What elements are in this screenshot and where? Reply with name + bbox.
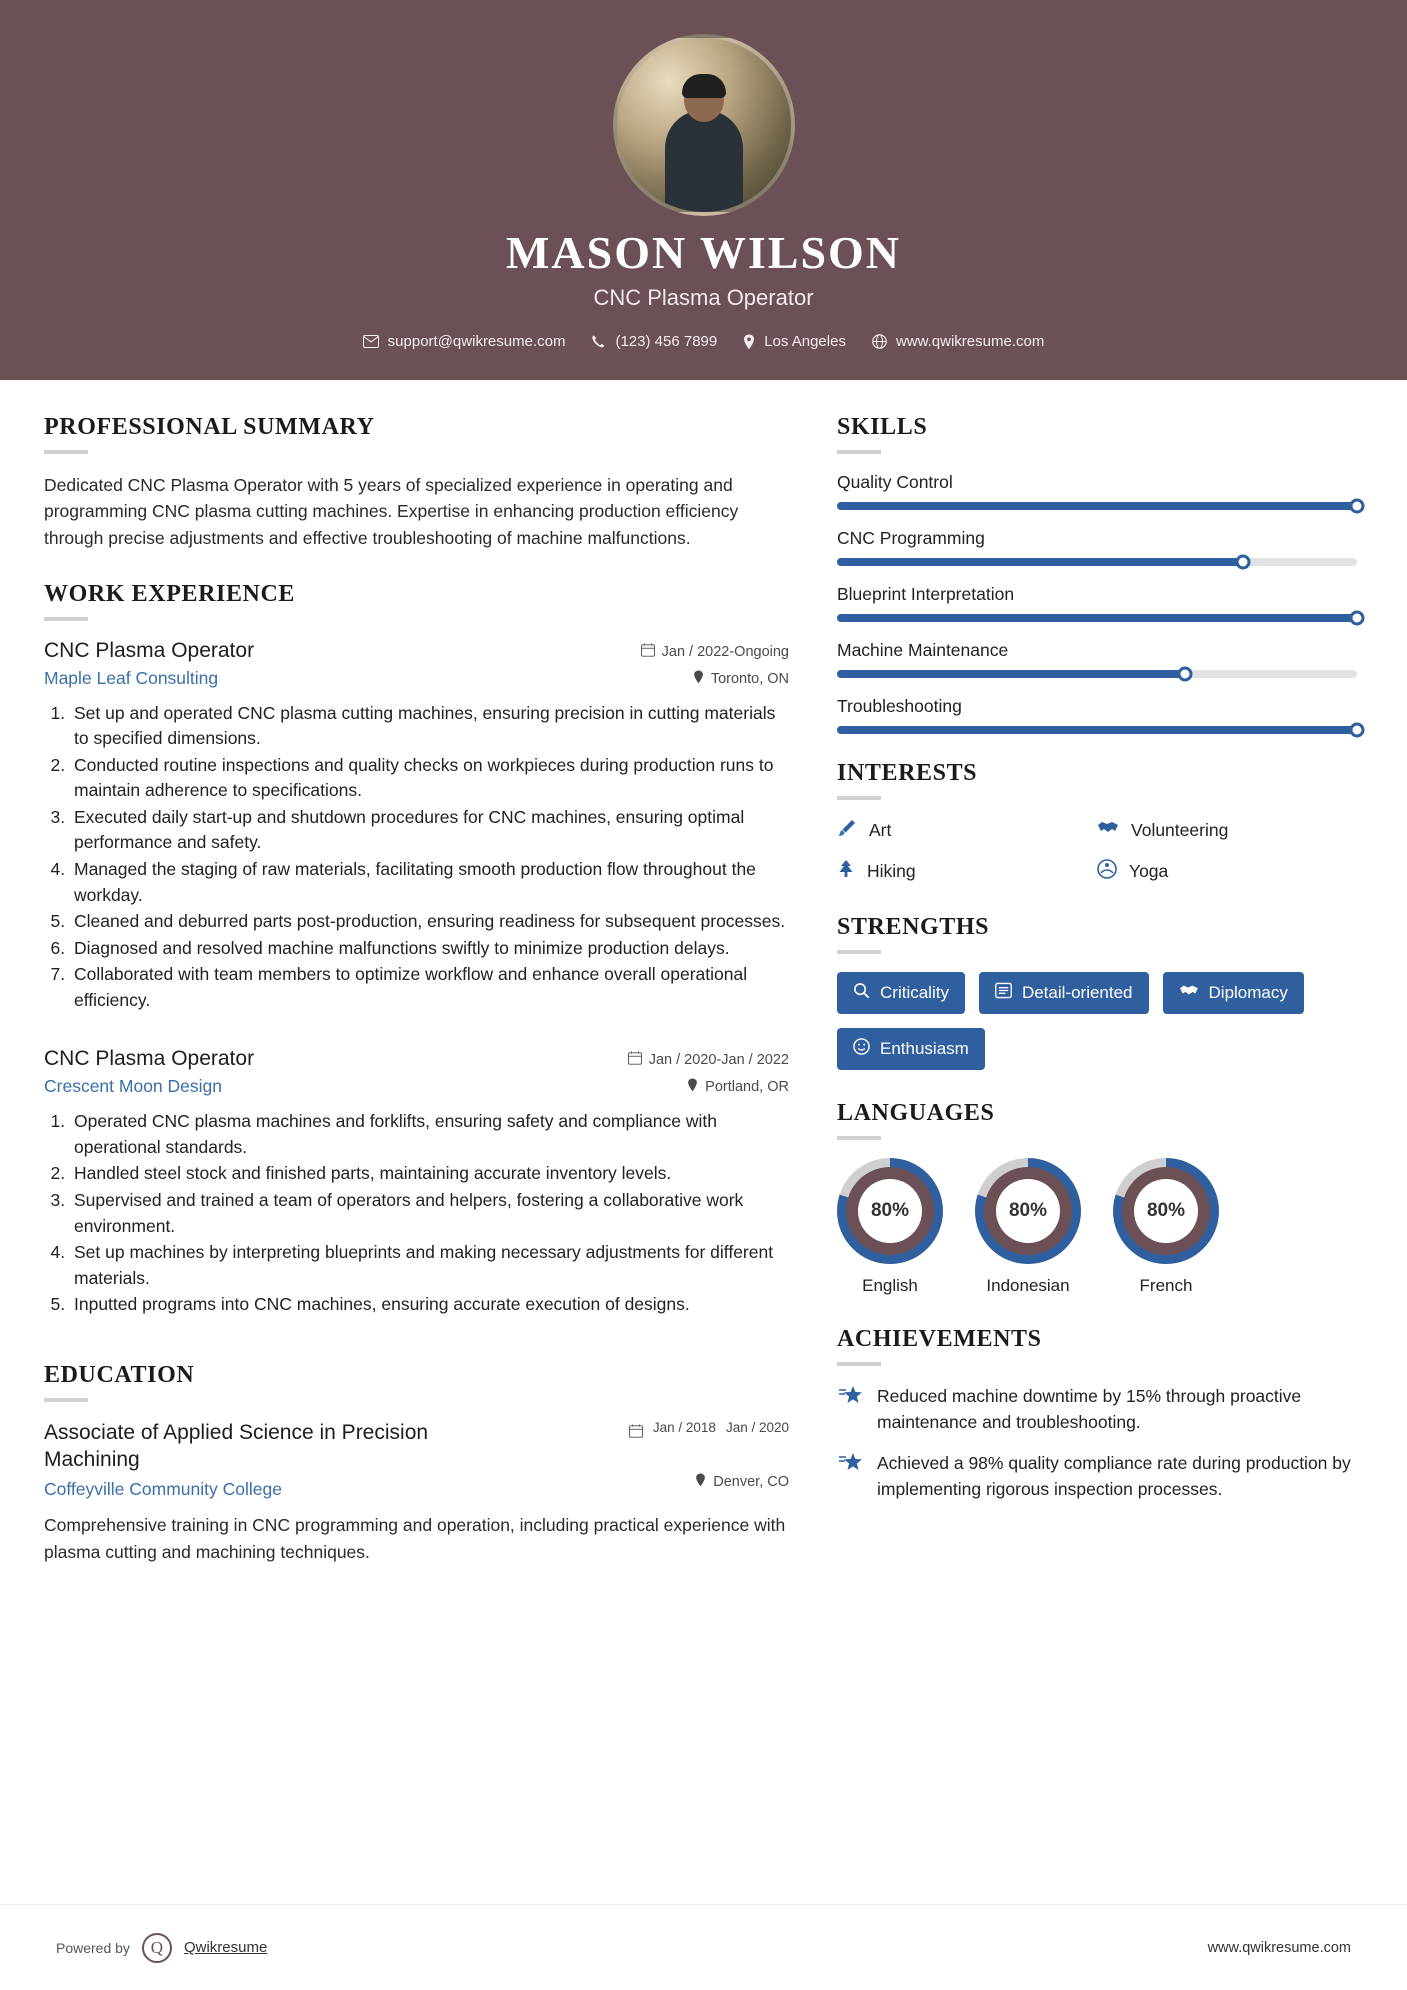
- education-location: [695, 1473, 789, 1491]
- divider: [44, 450, 88, 454]
- skill-item: [837, 696, 1357, 734]
- map-pin-icon: [687, 1078, 698, 1096]
- contact-website-text: www.qwikresume.com: [895, 333, 1045, 350]
- interest-label: Art: [869, 820, 892, 840]
- envelope-icon: [363, 335, 379, 348]
- job-location: [693, 670, 789, 688]
- resume-body: [0, 380, 1407, 1565]
- job-dates: [641, 643, 789, 661]
- search-icon: [853, 982, 870, 1004]
- interest-item: [1097, 818, 1357, 843]
- job-position: CNC Plasma Operator: [44, 1047, 255, 1071]
- footer-website[interactable]: www.qwikresume.com: [1207, 1939, 1351, 1956]
- smiley-icon: [853, 1038, 870, 1060]
- job-position: CNC Plasma Operator: [44, 638, 255, 662]
- globe-icon: [872, 334, 887, 349]
- experience-item: [44, 1047, 789, 1317]
- language-label: French: [1139, 1276, 1193, 1295]
- job-bullets: [70, 1109, 789, 1317]
- education-date-end: Jan / 2020: [725, 1419, 789, 1435]
- job-title: CNC Plasma Operator: [593, 285, 814, 310]
- contact-location-text: Los Angeles: [764, 333, 846, 350]
- language-donut: [837, 1158, 943, 1264]
- skill-label: Machine Maintenance: [837, 640, 1009, 660]
- interest-item: [1097, 859, 1357, 884]
- divider: [837, 1136, 881, 1140]
- skill-bar: [837, 614, 1357, 622]
- page-title: MASON WILSON: [505, 227, 902, 278]
- strength-label: Criticality: [880, 983, 949, 1002]
- divider: [837, 1362, 881, 1366]
- achievement-text: Achieved a 98% quality compliance rate during production by implementing rigorous inspection processes.: [877, 1453, 1351, 1499]
- list-item: 7. Collaborated with team members to optimize workflow and enhance overall operational efficiency.: [70, 962, 789, 1013]
- section-title-interests: INTERESTS: [837, 760, 978, 786]
- strength-chip-enthusiasm: [837, 1028, 985, 1070]
- list-item: 4. Managed the staging of raw materials, facilitating smooth production flow throughout the workday.: [70, 857, 789, 908]
- education-degree: Associate of Applied Science in Precision Machining: [44, 1420, 429, 1471]
- strength-label: Diplomacy: [1208, 983, 1288, 1002]
- left-column: [44, 414, 789, 1565]
- language-item: [1113, 1158, 1219, 1296]
- calendar-icon: [628, 1051, 642, 1069]
- page-footer: [0, 1904, 1407, 1990]
- list-icon: [995, 982, 1012, 1004]
- language-donut: [1113, 1158, 1219, 1264]
- divider: [837, 950, 881, 954]
- calendar-icon: [641, 643, 655, 661]
- job-location-text: Toronto, ON: [710, 670, 789, 687]
- contact-phone-text: (123) 456 7899: [615, 333, 718, 350]
- interest-item: [837, 818, 1097, 843]
- job-dates-text: Jan / 2020-Jan / 2022: [648, 1052, 789, 1069]
- skill-bar: [837, 670, 1357, 678]
- education-date-start: Jan / 2018: [652, 1419, 716, 1435]
- skill-label: Blueprint Interpretation: [837, 584, 1015, 604]
- resume-header: [0, 0, 1407, 380]
- education-item: [44, 1420, 789, 1565]
- qwikresume-logo-icon: Q: [142, 1933, 172, 1963]
- contact-location[interactable]: [743, 333, 846, 350]
- language-percent: 80%: [858, 1179, 922, 1243]
- star-badge-icon: [837, 1451, 863, 1502]
- skill-item: [837, 528, 1357, 566]
- job-dates: [628, 1051, 789, 1069]
- skill-label: CNC Programming: [837, 528, 985, 548]
- paintbrush-icon: [837, 818, 857, 843]
- interest-label: Volunteering: [1131, 820, 1229, 840]
- contact-email[interactable]: [363, 333, 566, 350]
- avatar: [613, 34, 795, 216]
- skill-bar: [837, 558, 1357, 566]
- language-item: [837, 1158, 943, 1296]
- list-item: 3. Supervised and trained a team of operators and helpers, fostering a collaborative work environment.: [70, 1188, 789, 1239]
- strength-chip-diplomacy: [1163, 972, 1304, 1014]
- experience-item: [44, 639, 789, 1014]
- map-pin-icon: [695, 1473, 706, 1491]
- skill-item: [837, 472, 1357, 510]
- job-company[interactable]: Maple Leaf Consulting: [44, 667, 219, 688]
- map-pin-icon: [743, 334, 755, 350]
- skill-label: Quality Control: [837, 472, 953, 492]
- skill-item: [837, 584, 1357, 622]
- divider: [837, 450, 881, 454]
- phone-icon: [591, 334, 606, 349]
- list-item: 2. Handled steel stock and finished parts, maintaining accurate inventory levels.: [70, 1161, 789, 1187]
- education-location-text: Denver, CO: [713, 1474, 789, 1491]
- job-bullets: [70, 701, 789, 1014]
- contact-phone[interactable]: [591, 333, 717, 350]
- skill-label: Troubleshooting: [837, 696, 962, 716]
- divider: [44, 617, 88, 621]
- language-item: [975, 1158, 1081, 1296]
- language-percent: 80%: [996, 1179, 1060, 1243]
- interest-label: Yoga: [1129, 861, 1169, 881]
- skill-bar: [837, 726, 1357, 734]
- job-dates-text: Jan / 2022-Ongoing: [661, 643, 789, 660]
- achievement-item: [837, 1384, 1357, 1435]
- strength-chip-detail-oriented: [979, 972, 1149, 1014]
- achievement-text: Reduced machine downtime by 15% through proactive maintenance and troubleshooting.: [877, 1386, 1302, 1432]
- section-title-summary: PROFESSIONAL SUMMARY: [44, 414, 375, 440]
- job-location-text: Portland, OR: [705, 1079, 789, 1096]
- powered-by-label: Powered by: [56, 1939, 130, 1956]
- brand-link[interactable]: Qwikresume: [183, 1939, 268, 1956]
- skill-bar: [837, 502, 1357, 510]
- powered-by: [56, 1933, 267, 1963]
- list-item: 1. Set up and operated CNC plasma cutting machines, ensuring precision in cutting materials to specified dimensions.: [70, 701, 789, 752]
- section-title-skills: SKILLS: [837, 414, 928, 440]
- job-location: [687, 1078, 789, 1096]
- star-badge-icon: [837, 1384, 863, 1435]
- education-description: Comprehensive training in CNC programming and operation, including practical experience with plasma cutting and machining techniques.: [44, 1515, 786, 1562]
- interest-label: Hiking: [867, 861, 916, 881]
- strengths-list: [837, 972, 1357, 1070]
- yoga-icon: [1097, 859, 1117, 884]
- tree-icon: [837, 859, 855, 884]
- list-item: 4. Set up machines by interpreting blueprints and making necessary adjustments for different materials.: [70, 1240, 789, 1291]
- section-title-achievements: ACHIEVEMENTS: [837, 1326, 1042, 1352]
- language-label: Indonesian: [986, 1276, 1070, 1295]
- strength-label: Detail-oriented: [1021, 983, 1133, 1002]
- interests-list: [837, 818, 1357, 884]
- interest-item: [837, 859, 1097, 884]
- list-item: 6. Diagnosed and resolved machine malfunctions swiftly to minimize production delays.: [70, 936, 789, 962]
- list-item: 1. Operated CNC plasma machines and forklifts, ensuring safety and compliance with operational standards.: [70, 1109, 789, 1160]
- education-school[interactable]: Coffeyville Community College: [44, 1479, 282, 1500]
- strength-chip-criticality: [837, 972, 965, 1014]
- handshake-icon: [1179, 983, 1199, 1004]
- language-donut: [975, 1158, 1081, 1264]
- language-percent: 80%: [1134, 1179, 1198, 1243]
- job-company[interactable]: Crescent Moon Design: [44, 1076, 222, 1097]
- section-title-education: EDUCATION: [44, 1361, 195, 1388]
- section-title-languages: LANGUAGES: [837, 1100, 995, 1126]
- list-item: 5. Inputted programs into CNC machines, ensuring accurate execution of designs.: [70, 1292, 789, 1318]
- map-pin-icon: [693, 670, 704, 688]
- handshake-icon: [1097, 819, 1119, 842]
- right-column: [837, 414, 1357, 1565]
- summary-text: Dedicated CNC Plasma Operator with 5 years of specialized experience in operating and programming CNC plasma cutting machines. Expertise in enhancing production efficiency through precise adjustments and effective troubleshooting of machine malfunctions.: [44, 475, 739, 548]
- list-item: 3. Executed daily start-up and shutdown procedures for CNC machines, ensuring optimal performance and safety.: [70, 805, 789, 856]
- contact-email-text: support@qwikresume.com: [387, 333, 566, 350]
- contact-website[interactable]: [872, 333, 1044, 350]
- section-title-experience: WORK EXPERIENCE: [44, 580, 296, 607]
- section-title-strengths: STRENGTHS: [837, 914, 990, 940]
- list-item: 2. Conducted routine inspections and quality checks on workpieces during production runs to maintain adherence to specifications.: [70, 753, 789, 804]
- language-label: English: [862, 1276, 918, 1295]
- divider: [44, 1398, 88, 1402]
- avatar-body: [665, 110, 743, 216]
- strength-label: Enthusiasm: [880, 1039, 969, 1058]
- skill-item: [837, 640, 1357, 678]
- list-item: 5. Cleaned and deburred parts post-production, ensuring readiness for subsequent processes.: [70, 909, 789, 935]
- education-dates: [629, 1420, 789, 1441]
- calendar-icon: [629, 1424, 643, 1441]
- languages-list: [837, 1158, 1357, 1296]
- contact-list: [0, 333, 1407, 350]
- achievement-item: [837, 1451, 1357, 1502]
- divider: [837, 796, 881, 800]
- avatar-hair: [682, 74, 726, 98]
